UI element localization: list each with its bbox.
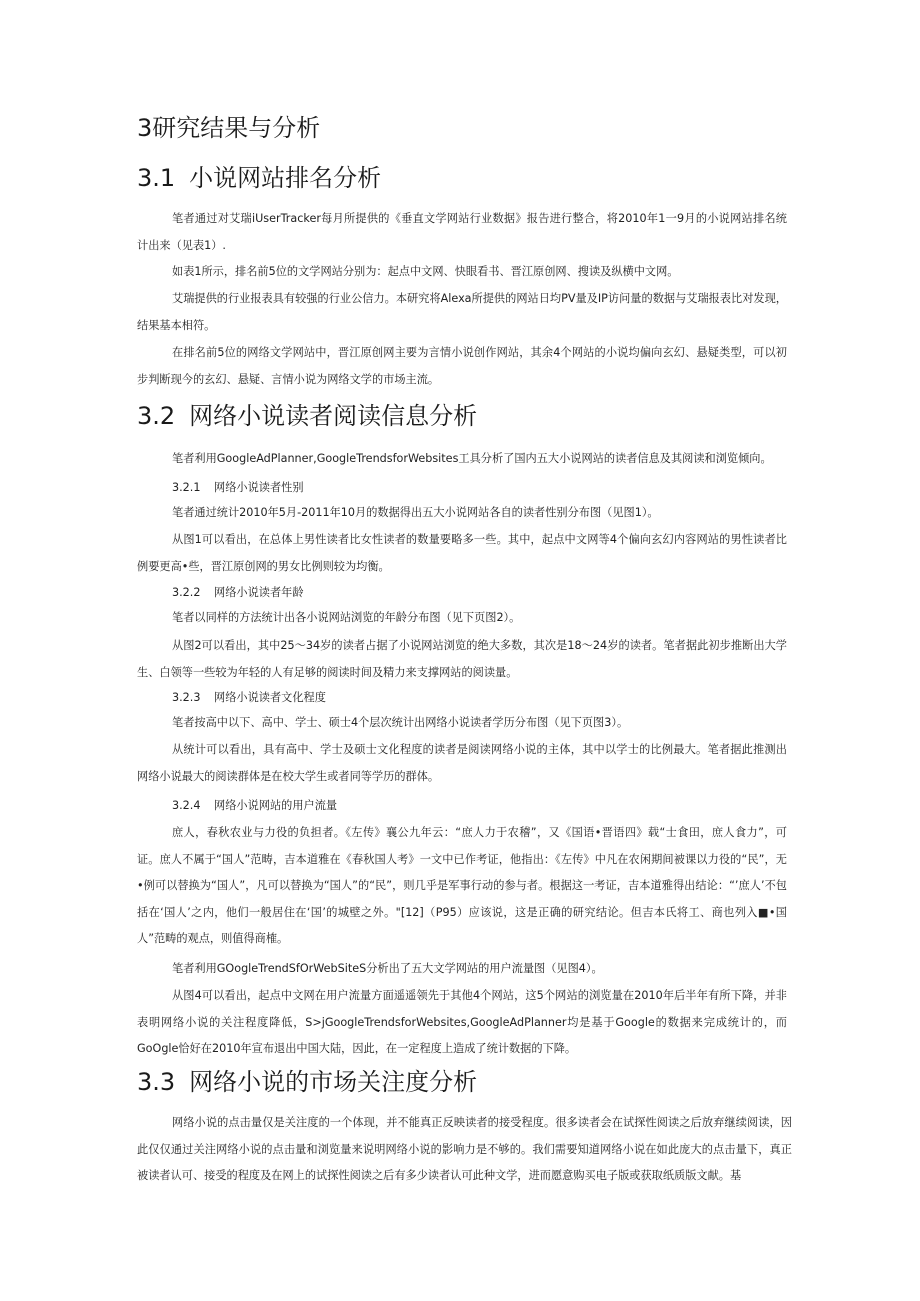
paragraph: 笔者利用GOogleTrendSfOrWebSiteS分析出了五大文学网站的用户流量图（见图4）。 — [172, 962, 603, 975]
paragraph: 笔者利用GoogleAdPlanner,GoogleTrendsforWebsites工具分析了国内五大小说网站的读者信息及其阅读和浏览倾向。 — [172, 452, 772, 465]
section-heading: 3研究结果与分析 — [137, 114, 321, 142]
subsection-heading-3-1 — [137, 162, 381, 194]
sub-heading-3-2-2 — [172, 583, 304, 603]
sub-heading-title: 网络小说读者年龄 — [214, 586, 304, 599]
sub-heading-title: 网络小说读者性别 — [214, 481, 304, 494]
sub-heading-number: 3.2.4 — [172, 799, 201, 812]
paragraph: 艾瑞提供的行业报表具有较强的行业公信力。本研究将Alexa所提供的网站日均PV量及IP访问量的数据与艾瑞报表比对发现，结果基本相符。 — [137, 292, 787, 332]
subsection-heading-3-3 — [137, 1066, 477, 1098]
paragraph: 笔者通过统计2010年5月-2011年10月的数据得出五大小说网站各自的读者性别分布图（见图1）。 — [172, 506, 659, 519]
sub-heading-3-2-3 — [172, 688, 326, 708]
paragraph: 从图4可以看出，起点中文网在用户流量方面遥遥领先于其他4个网站，这5个网站的浏览量在2010年后半年有所下降，并非表明网络小说的关注程度降低，S>jGoogleTrendsforWebsites,GoogleAdPlanner均是基于Google的数据来完成统计的，而GoOgle恰好在2010年宣布退出中国大陆，因此，在一定程度上造成了统计数据的下降。 — [137, 989, 787, 1055]
subsection-heading-3-2 — [137, 400, 477, 432]
paragraph: 笔者通过对艾瑞iUserTracker每月所提供的《垂直文学网站行业数据》报告进行整合，将2010年1一9月的小说网站排名统计出来（见表1）. — [137, 212, 787, 252]
paragraph: 从图1可以看出，在总体上男性读者比女性读者的数量要略多一些。其中，起点中文网等4个偏向玄幻内容网站的男性读者比例要更高•些，晋江原创网的男女比例则较为均衡。 — [137, 533, 787, 573]
paragraph: 在排名前5位的网络文学网站中，晋江原创网主要为言情小说创作网站，其余4个网站的小说均偏向玄幻、悬疑类型，可以初步判断现今的玄幻、悬疑、言情小说为网络文学的市场主流。 — [137, 346, 787, 386]
heading-number: 3.2 — [137, 402, 176, 430]
paragraph: 笔者按高中以下、高中、学士、硕士4个层次统计出网络小说读者学历分布图（见下页图3）。 — [172, 716, 629, 729]
heading-title: 网络小说读者阅读信息分析 — [189, 402, 478, 430]
paragraph: 庶人，春秋农业与力役的负担者。《左传》襄公九年云：“庶人力于农稽”，又《国语•晋语四》载“士食田，庶人食力”，可证。庶人不属于“国人”范畴，吉本道雅在《春秋国人考》一文中已作考证，他指出：《左传》中凡在农闲期间被课以力役的“民”，无•例可以替换为“国人”，凡可以替换为“国人”的“民”，则几乎是军事行动的参与者。根据这一考证，吉本道雅得出结论：“’庶人’不包括在‘国人’之内，他们一般居住在‘国’的城壁之外。"[12]（P95）应该说，这是正确的研究结论。但吉本氏将工、商也列入■•国人”范畴的观点，则值得商榷。 — [137, 826, 787, 945]
paragraph: 笔者以同样的方法统计出各小说网站浏览的年龄分布图（见下页图2）。 — [172, 611, 521, 624]
paragraph: 网络小说的点击量仅是关注度的一个体现，并不能真正反映读者的接受程度。很多读者会在试探性阅读之后放弃继续阅读，因此仅仅通过关注网络小说的点击量和浏览量来说明网络小说的影响力是不够的。我们需要知道网络小说在如此庞大的点击量下，真正被读者认可、接受的程度及在网上的试探性阅读之后有多少读者认可此种文学，进而愿意购买电子版或获取纸质版文献。基 — [137, 1116, 792, 1182]
heading-number: 3.3 — [137, 1068, 176, 1096]
sub-heading-3-2-4 — [172, 796, 337, 816]
heading-title: 网络小说的市场关注度分析 — [189, 1068, 478, 1096]
sub-heading-title: 网络小说读者文化程度 — [214, 691, 326, 704]
sub-heading-number: 3.2.1 — [172, 481, 201, 494]
paragraph: 如表1所示，排名前5位的文学网站分别为：起点中文网、快眼看书、晋江原创网、搜读及纵横中文网。 — [172, 265, 679, 278]
sub-heading-number: 3.2.2 — [172, 586, 201, 599]
sub-heading-3-2-1 — [172, 478, 304, 498]
paragraph: 从统计可以看出，具有高中、学士及硕士文化程度的读者是阅读网络小说的主体，其中以学士的比例最大。笔者据此推测出网络小说最大的阅读群体是在校大学生或者同等学历的群体。 — [137, 743, 787, 783]
sub-heading-number: 3.2.3 — [172, 691, 201, 704]
paragraph: 从图2可以看出，其中25〜34岁的读者占据了小说网站浏览的绝大多数，其次是18〜24岁的读者。笔者据此初步推断出大学生、白领等一些较为年轻的人有足够的阅读时间及精力来支撑网站的阅读量。 — [137, 639, 787, 679]
heading-title: 小说网站排名分析 — [189, 164, 382, 192]
sub-heading-title: 网络小说网站的用户流量 — [214, 799, 338, 812]
heading-number: 3.1 — [137, 164, 176, 192]
